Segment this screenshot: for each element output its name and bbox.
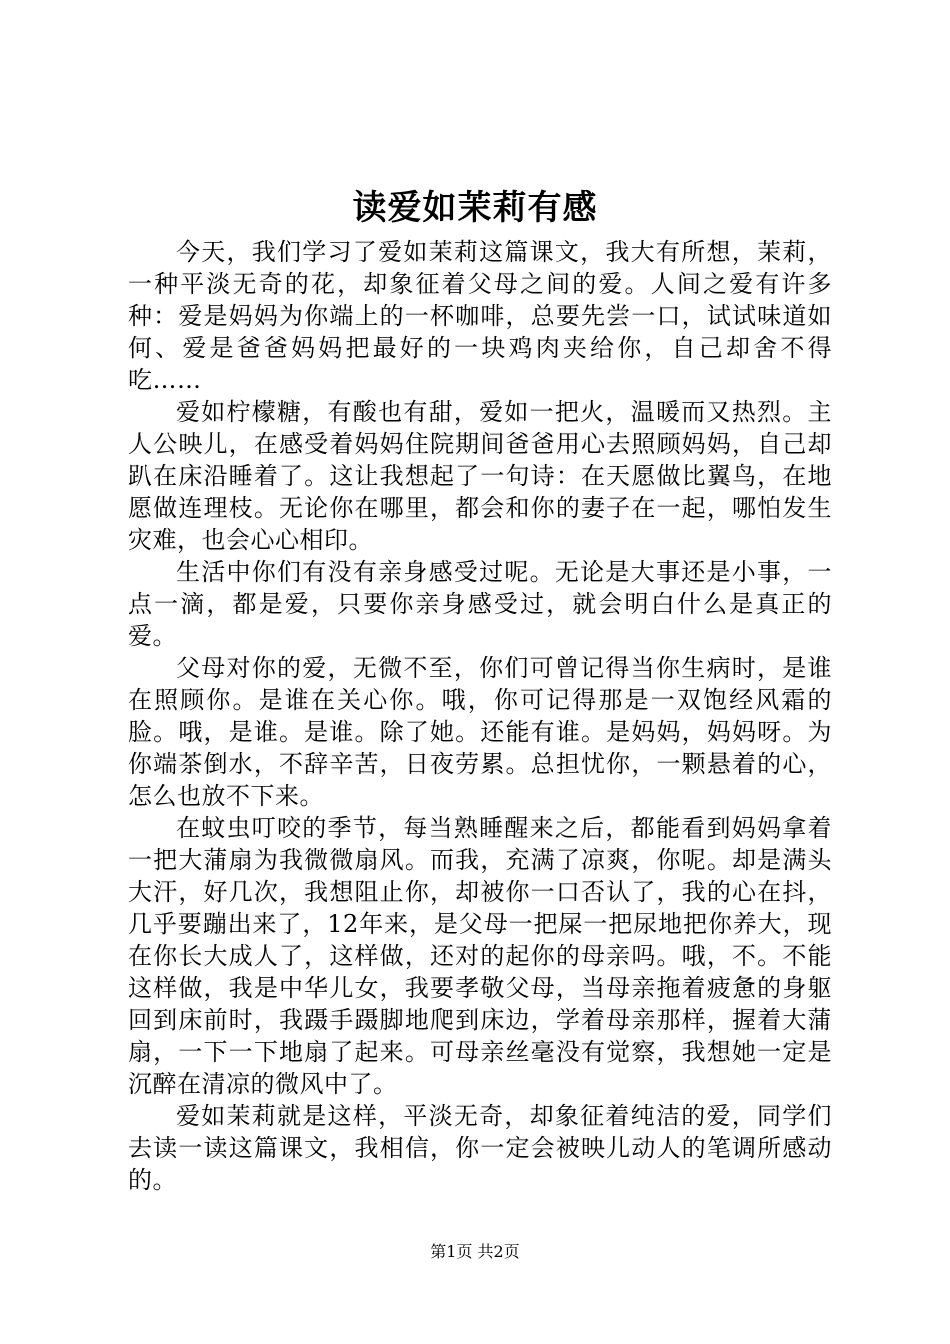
- paragraph: 在蚊虫叮咬的季节，每当熟睡醒来之后，都能看到妈妈拿着一把大蒲扇为我微微扇风。而我，充满了凉爽，你呢。却是满头大汗，好几次，我想阻止你，却被你一口否认了，我的心在抖，几乎要蹦出来了，12年来，是父母一把屎一把尿地把你养大，现在你长大成人了，这样做，还对的起你的母亲吗。哦，不。不能这样做，我是中华儿女，我要孝敬父母，当母亲拖着疲惫的身躯回到床前时，我蹑手蹑脚地爬到床边，学着母亲那样，握着大蒲扇，一下一下地扇了起来。可母亲丝毫没有觉察，我想她一定是沉醉在清凉的微风中了。: [128, 814, 832, 1098]
- document-title: 读爱如茉莉有感: [352, 188, 598, 228]
- paragraph: 今天，我们学习了爱如茉莉这篇课文，我大有所想，茉莉，一种平淡无奇的花，却象征着父母之间的爱。人间之爱有许多种：爱是妈妈为你端上的一杯咖啡，总要先尝一口，试试味道如何、爱是爸爸妈妈把最好的一块鸡肉夹给你，自己却舍不得吃……: [128, 238, 832, 394]
- document-body: [128, 236, 832, 1196]
- paragraph: 生活中你们有没有亲身感受过呢。无论是大事还是小事，一点一滴，都是爱，只要你亲身感受过，就会明白什么是真正的爱。: [128, 558, 832, 650]
- paragraph: 爱如柠檬糖，有酸也有甜，爱如一把火，温暖而又热烈。主人公映儿，在感受着妈妈住院期间爸爸用心去照顾妈妈，自己却趴在床沿睡着了。这让我想起了一句诗：在天愿做比翼鸟，在地愿做连理枝。无论你在哪里，都会和你的妻子在一起，哪怕发生灾难，也会心心相印。: [128, 398, 832, 554]
- paragraph: 爱如茉莉就是这样，平淡无奇，却象征着纯洁的爱，同学们去读一读这篇课文，我相信，你一定会被映儿动人的笔调所感动的。: [128, 1102, 832, 1194]
- paragraph: 父母对你的爱，无微不至，你们可曾记得当你生病时，是谁在照顾你。是谁在关心你。哦，你可记得那是一双饱经风霜的脸。哦，是谁。是谁。除了她。还能有谁。是妈妈，妈妈呀。为你端茶倒水，不辞辛苦，日夜劳累。总担忧你，一颗悬着的心，怎么也放不下来。: [128, 654, 832, 810]
- page-footer: 第1页 共2页: [430, 1242, 520, 1261]
